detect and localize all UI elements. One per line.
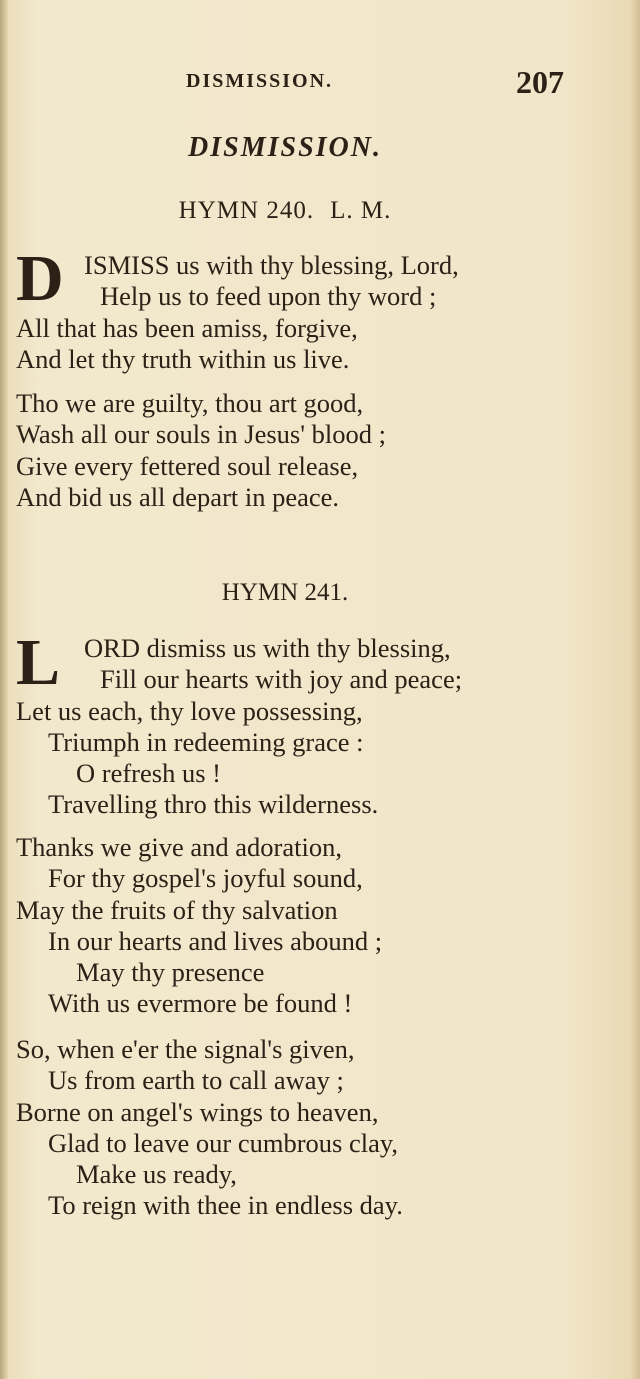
verse-line: Fill our hearts with joy and peace; [100, 664, 463, 695]
verse-line: Thanks we give and adoration, [16, 832, 342, 862]
hymn-241-heading [0, 579, 570, 607]
hymn-240-number: HYMN 240. [178, 197, 315, 224]
verse-line: Give every fettered soul release, [16, 450, 359, 481]
section-title: DISMISSION. [188, 132, 382, 163]
verse-line: To reign with thee in endless day. [48, 1190, 403, 1221]
verse-line: Us from earth to call away ; [48, 1065, 344, 1096]
hymn-241-verse-3 [16, 1034, 616, 1222]
hymn-241-verse-1 [16, 633, 616, 821]
verse-line: For thy gospel's joyful sound, [48, 863, 363, 894]
hymn-240-verse-1 [16, 250, 616, 375]
hymn-240-verse-2 [16, 388, 616, 513]
verse-line: ORD dismiss us with thy blessing, [84, 633, 451, 663]
verse-line: Glad to leave our cumbrous clay, [48, 1127, 399, 1158]
verse-line: Help us to feed upon thy word ; [100, 281, 437, 312]
hymn-241-number: HYMN 241. [221, 579, 349, 606]
running-head [0, 64, 640, 104]
verse-line: In our hearts and lives abound ; [48, 925, 383, 956]
page-edge-shadow [630, 0, 640, 1379]
hymn-240-meter: L. M. [330, 197, 392, 224]
verse-line: May thy presence [76, 957, 265, 988]
verse-line: And bid us all depart in peace. [16, 481, 340, 512]
verse-line: Tho we are guilty, thou art good, [16, 388, 364, 418]
hymn-240-heading [0, 197, 570, 225]
verse-line: Triumph in redeeming grace : [48, 726, 364, 757]
verse-line: With us evermore be found ! [48, 988, 353, 1019]
verse-line: Travelling thro this wilderness. [48, 789, 379, 820]
verse-line: ISMISS us with thy blessing, Lord, [84, 250, 459, 280]
verse-line: Borne on angel's wings to heaven, [16, 1096, 379, 1127]
verse-line: And let thy truth within us live. [16, 343, 350, 374]
verse-line: Wash all our souls in Jesus' blood ; [16, 419, 386, 450]
verse-line: Make us ready, [76, 1159, 237, 1190]
running-title: DISMISSION. [186, 70, 334, 92]
verse-line: Let us each, thy love possessing, [16, 695, 363, 726]
verse-line: May the fruits of thy salvation [16, 894, 338, 925]
hymn-240-drop-cap: D [16, 242, 64, 315]
hymn-241-drop-cap: L [16, 626, 61, 699]
hymn-241-verse-2 [16, 832, 616, 1020]
verse-line: All that has been amiss, forgive, [16, 312, 358, 343]
verse-line: So, when e'er the signal's given, [16, 1034, 355, 1064]
page-number: 207 [516, 64, 564, 100]
verse-line: O refresh us ! [76, 758, 221, 789]
